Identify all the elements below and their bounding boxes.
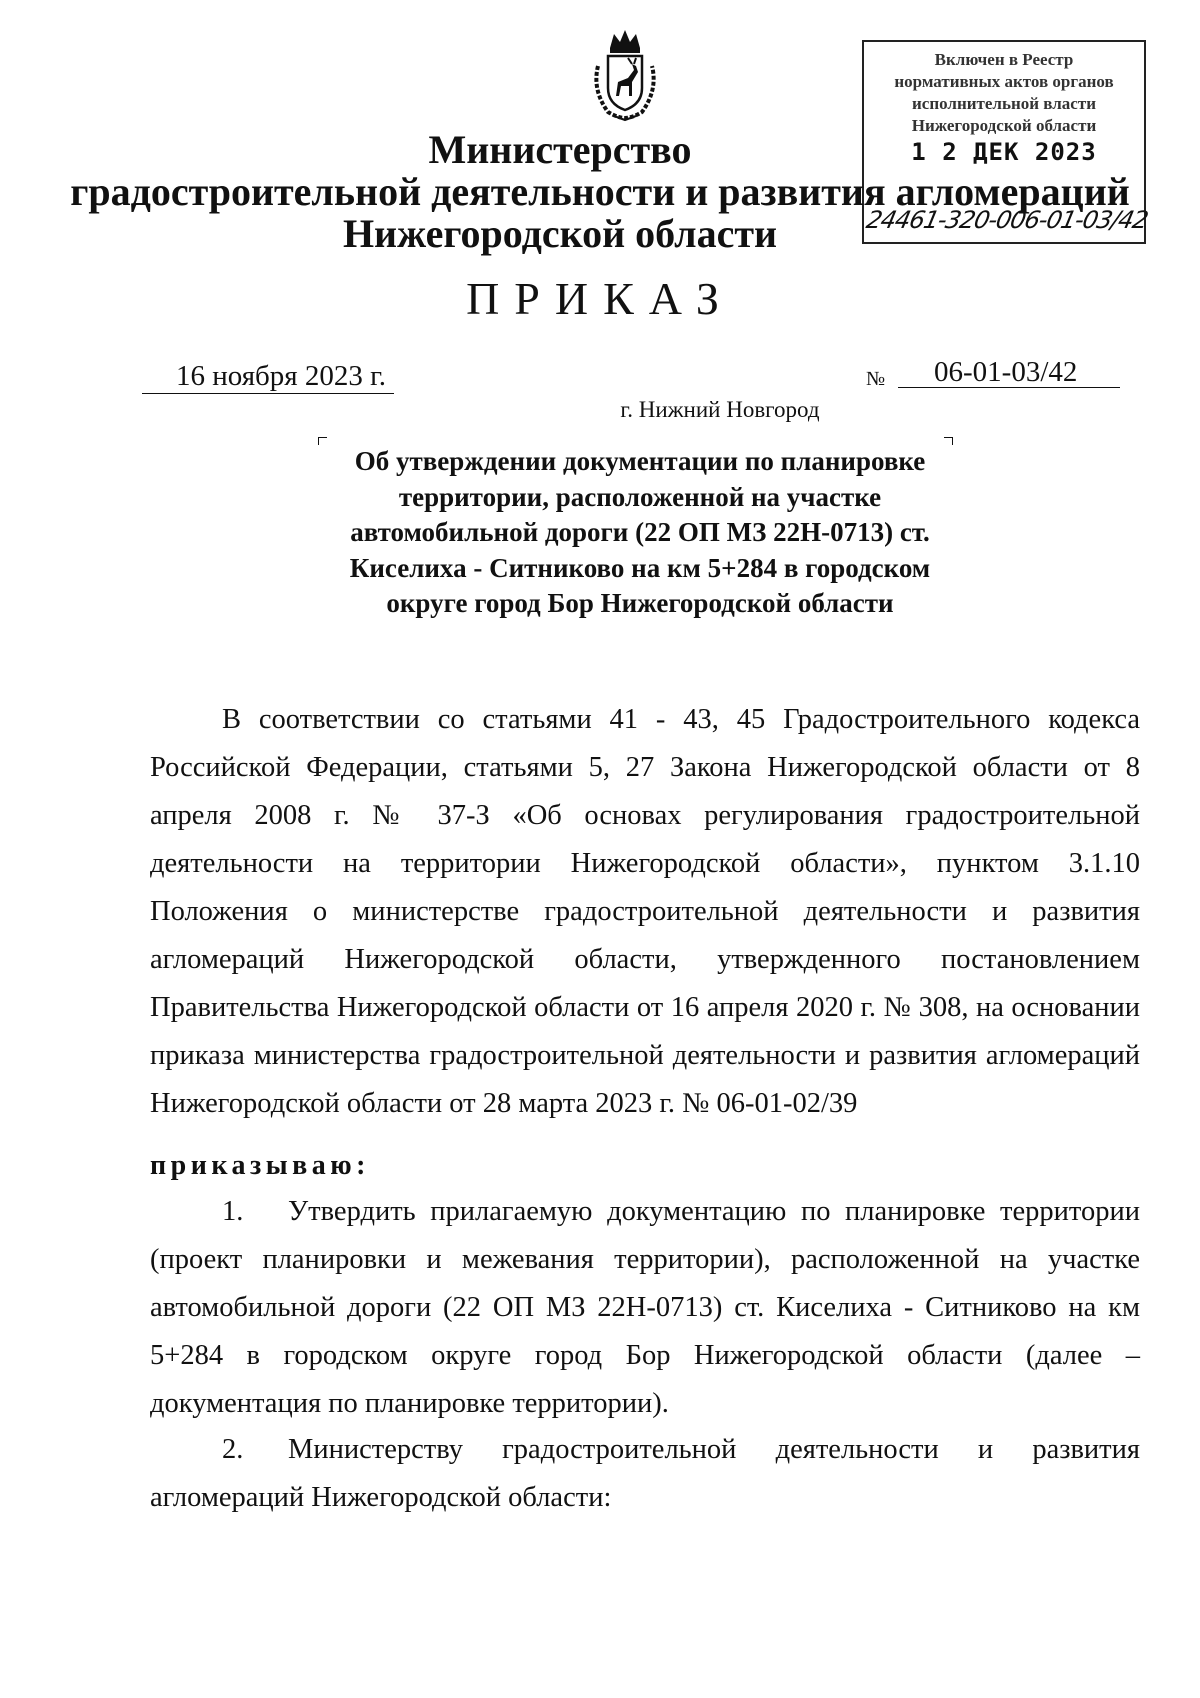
stamp-date: 1 2 ДЕК 2023 xyxy=(911,138,1097,166)
date-underline xyxy=(142,393,394,394)
stamp-line-1: Включен в Реестр xyxy=(934,50,1074,69)
coat-of-arms-icon xyxy=(588,26,662,122)
document-number: 06-01-03/42 xyxy=(934,356,1078,388)
document-date: 16 ноября 2023 г. xyxy=(176,360,387,392)
order-item-1-text: Утвердить прилагаемую документацию по планировке территории (проект планировки и межевания территории), расположенной на участке автомобильной дороги (22 ОП МЗ 22Н-0713) ст. Киселиха - Ситниково на км 5+284 в городском округе город Бор Нижегородской области (далее – документация по планировке территории). xyxy=(150,1196,1140,1419)
document-city: г. Нижний Новгород xyxy=(620,397,820,422)
order-word: приказываю: xyxy=(150,1150,371,1181)
document-type: ПРИКАЗ xyxy=(466,273,734,324)
document-subject: Об утверждении документации по планировке территории, расположенной на участке автомобильной дороги (22 ОП МЗ 22Н-0713) ст. Киселиха - Ситниково на км 5+284 в городском округе город Бор Нижегородской области xyxy=(349,446,931,618)
order-item-2-text: Министерству градостроительной деятельности и развития агломераций Нижегородской области: xyxy=(150,1434,1140,1513)
order-item-2-number: 2. xyxy=(222,1434,244,1465)
ministry-name-line-3: Нижегородской области xyxy=(342,211,778,256)
subject-corner-left xyxy=(318,437,327,445)
stamp-line-4: Нижегородской области xyxy=(911,116,1097,135)
stamp-line-3: исполнительной власти xyxy=(912,94,1096,113)
stamp-line-2: нормативных актов органов xyxy=(894,72,1114,91)
order-item-2 xyxy=(150,1426,1140,1522)
ministry-name-line-1: Министерство xyxy=(428,127,692,172)
stamp-handwritten-number: 24461-320-006-01-03/42 xyxy=(863,206,1151,234)
ministry-name-line-2: градостроительной деятельности и развития агломераций xyxy=(70,169,1130,214)
order-item-1 xyxy=(150,1188,1140,1428)
number-underline xyxy=(898,387,1120,388)
number-sign: № xyxy=(866,368,886,390)
order-item-1-number: 1. xyxy=(222,1196,244,1227)
preamble-paragraph: В соответствии со статьями 41 - 43, 45 Градостроительного кодекса Российской Федерации, статьями 5, 27 Закона Нижегородской области от 8 апреля 2008 г. № 37-З «Об основах регулирования градостроительной деятельности на территории Нижегородской области», пунктом 3.1.10 Положения о министерстве градостроительной деятельности и развития агломераций Нижегородской области, утвержденного постановлением Правительства Нижегородской области от 16 апреля 2020 г. № 308, на основании приказа министерства градостроительной деятельности и развития агломераций Нижегородской области от 28 марта 2023 г. № 06-01-02/39 xyxy=(150,704,1140,1119)
